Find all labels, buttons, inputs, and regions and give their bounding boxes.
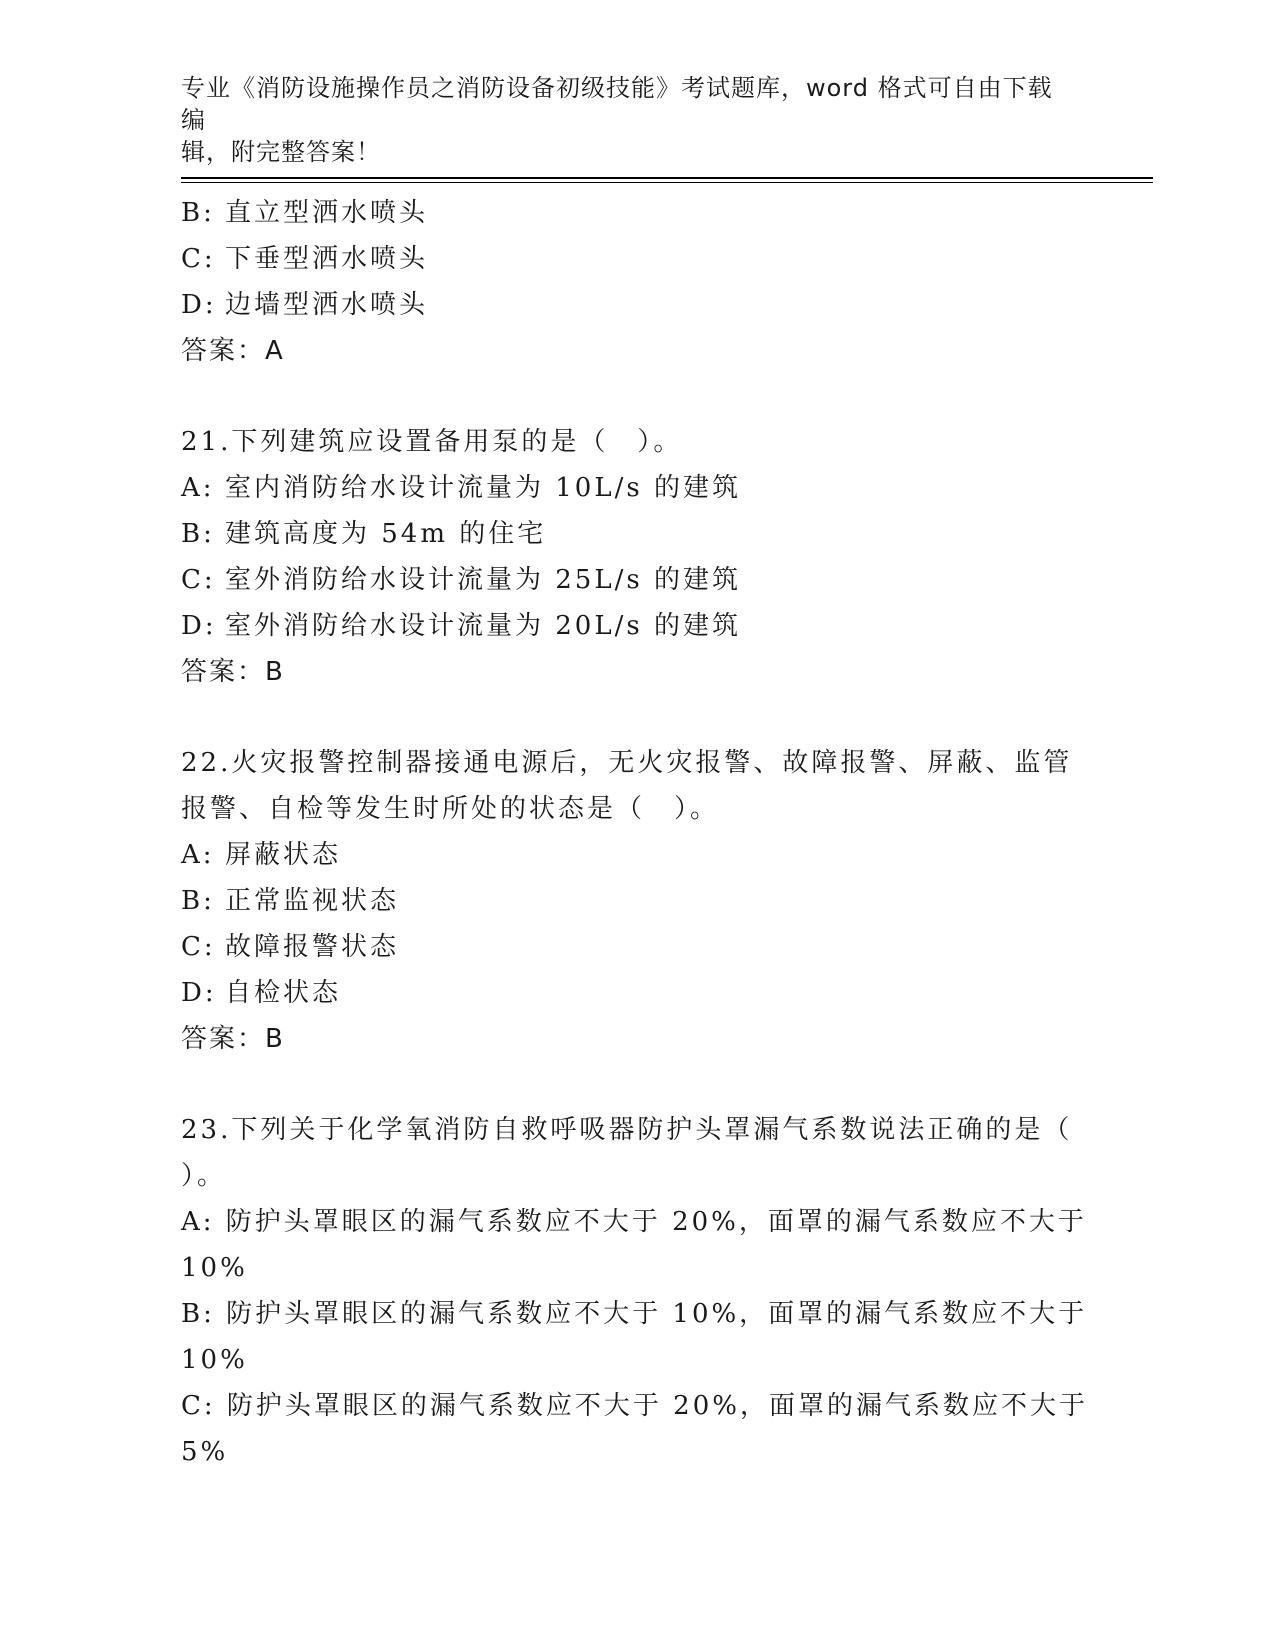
option-key: D: [181, 611, 217, 641]
option-text: 自检状态 [225, 978, 342, 1008]
option-c-continued: 5% [181, 1437, 229, 1467]
question-stem-continued: ）。 [181, 1161, 227, 1191]
option-text: 室内消防给水设计流量为 10L/s 的建筑 [225, 473, 741, 503]
option-key: C: [181, 565, 216, 595]
option-text: 屏蔽状态 [225, 840, 342, 870]
document-header [181, 72, 1061, 168]
option-key: D: [181, 978, 217, 1008]
option-text: 边墙型洒水喷头 [225, 290, 429, 320]
option-text: 故障报警状态 [225, 932, 400, 962]
question-22 [181, 740, 1081, 1062]
option-key: B: [181, 198, 215, 228]
option-b [181, 878, 1081, 924]
question-21 [181, 419, 1081, 695]
question-stem-continued: 报警、自检等发生时所处的状态是（ ）。 [181, 794, 720, 824]
option-a: A: 防护头罩眼区的漏气系数应不大于 20%，面罩的漏气系数应不大于 [181, 1207, 1087, 1237]
header-line-1: 专业《消防设施操作员之消防设备初级技能》考试题库，word 格式可自由下载编 [181, 74, 1053, 134]
header-line-2: 辑，附完整答案！ [181, 138, 381, 166]
option-b [181, 190, 1081, 236]
option-a-continued: 10% [181, 1253, 248, 1283]
option-key: B: [181, 519, 215, 549]
option-d [181, 282, 1081, 328]
option-text: 室外消防给水设计流量为 20L/s 的建筑 [225, 611, 741, 641]
question-stem: 22.火灾报警控制器接通电源后，无火灾报警、故障报警、屏蔽、监管 [181, 748, 1073, 778]
option-a [181, 832, 1081, 878]
option-b [181, 511, 1081, 557]
option-c [181, 924, 1081, 970]
option-a [181, 465, 1081, 511]
option-key: A: [181, 473, 215, 503]
answer: 答案：A [181, 336, 285, 366]
option-c: C: 防护头罩眼区的漏气系数应不大于 20%，面罩的漏气系数应不大于 [181, 1391, 1088, 1421]
option-c [181, 236, 1081, 282]
option-c [181, 557, 1081, 603]
option-text: 下垂型洒水喷头 [225, 244, 429, 274]
option-key: C: [181, 932, 216, 962]
option-key: B: [181, 886, 215, 916]
answer: 答案：B [181, 657, 285, 687]
option-text: 室外消防给水设计流量为 25L/s 的建筑 [225, 565, 741, 595]
option-b-continued: 10% [181, 1345, 248, 1375]
option-key: C: [181, 244, 216, 274]
question-23 [181, 1107, 1088, 1475]
question-stem: 21.下列建筑应设置备用泵的是（ ）。 [181, 427, 683, 457]
option-key: D: [181, 290, 217, 320]
header-divider [181, 177, 1153, 179]
option-b: B: 防护头罩眼区的漏气系数应不大于 10%，面罩的漏气系数应不大于 [181, 1299, 1088, 1329]
question-list [181, 190, 1088, 1475]
option-key: A: [181, 840, 215, 870]
question-20 [181, 190, 1081, 374]
option-text: 正常监视状态 [225, 886, 400, 916]
question-stem: 23.下列关于化学氧消防自救呼吸器防护头罩漏气系数说法正确的是（ [181, 1115, 1073, 1145]
answer: 答案：B [181, 1024, 285, 1054]
header-divider-thin [181, 182, 1153, 183]
option-text: 建筑高度为 54m 的住宅 [225, 519, 547, 549]
option-d [181, 970, 1081, 1016]
option-d [181, 603, 1081, 649]
option-text: 直立型洒水喷头 [225, 198, 429, 228]
